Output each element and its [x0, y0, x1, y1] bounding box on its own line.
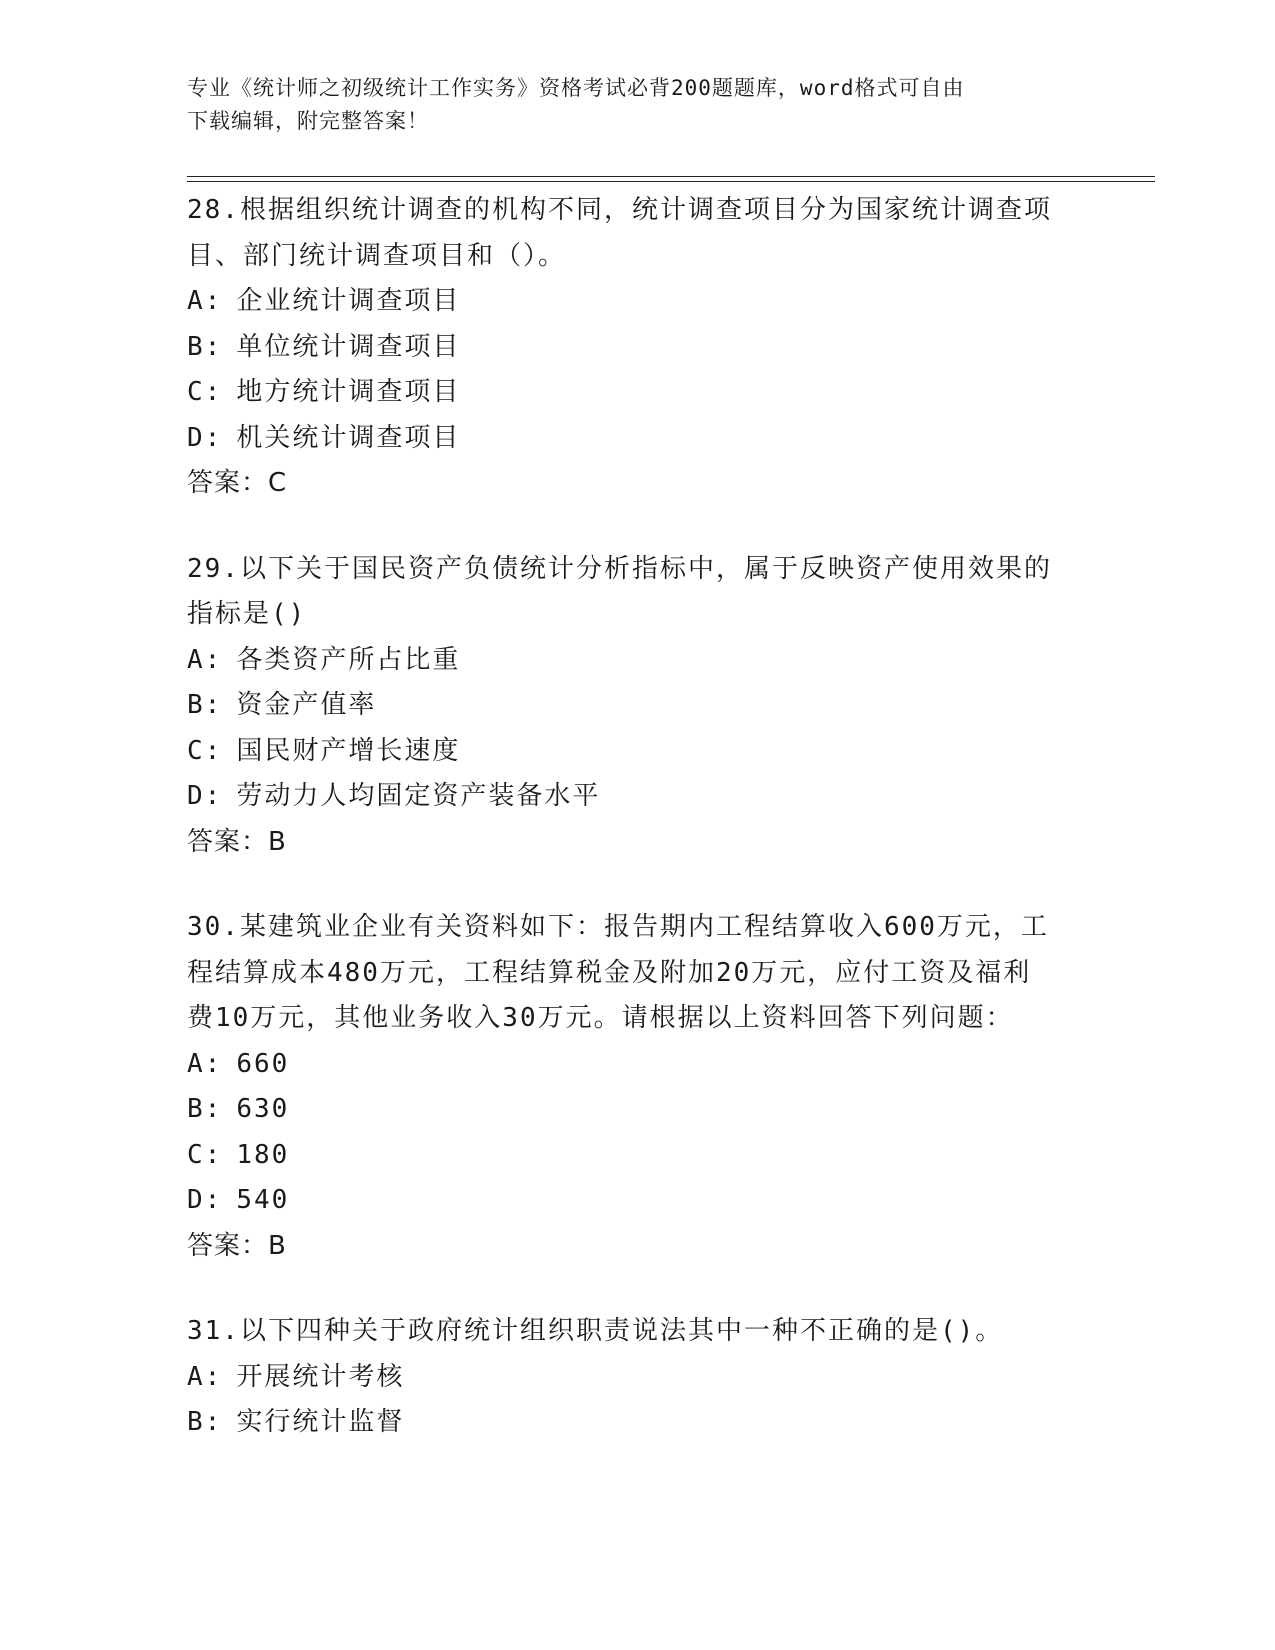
option-c: [187, 370, 1087, 416]
stem-line: 目、部门统计调查项目和（）。: [187, 240, 567, 271]
option-a: [187, 638, 1087, 684]
document-header: [187, 72, 1067, 138]
option-d: [187, 774, 1087, 820]
header-line-1: 专业《统计师之初级统计工作实务》资格考试必背200题题库，word格式可自由: [187, 76, 965, 100]
option-letter: C:: [187, 735, 223, 766]
option-text: 劳动力人均固定资产装备水平: [236, 781, 601, 811]
header-line-2: 下载编辑，附完整答案！: [187, 109, 429, 133]
answer-line: 答案：C: [187, 468, 288, 498]
option-text: 企业统计调查项目: [236, 286, 461, 316]
header-divider-bottom: [187, 181, 1155, 182]
stem-line: 指标是(): [187, 599, 307, 629]
option-letter: B:: [187, 690, 223, 720]
option-b: [187, 683, 1087, 729]
option-text: 180: [236, 1139, 290, 1170]
option-letter: A:: [187, 644, 223, 675]
answer-line: 答案：B: [187, 1230, 287, 1261]
option-b: [187, 1087, 1087, 1133]
answer-line: 答案：B: [187, 826, 287, 857]
question-stem: [187, 188, 1087, 279]
option-text: 国民财产增长速度: [236, 735, 461, 766]
question-28: [187, 188, 1087, 507]
option-text: 单位统计调查项目: [236, 331, 461, 362]
option-b: [187, 325, 1087, 371]
option-d: [187, 416, 1087, 462]
question-31: [187, 1309, 1087, 1446]
option-text: 开展统计考核: [236, 1361, 405, 1392]
option-letter: A:: [187, 1048, 223, 1079]
option-letter: D:: [187, 422, 223, 453]
stem-line: 28.根据组织统计调查的机构不同，统计调查项目分为国家统计调查项: [187, 195, 1052, 225]
question-stem: [187, 905, 1087, 1042]
option-c: [187, 1133, 1087, 1179]
option-a: [187, 1355, 1087, 1401]
question-29: [187, 547, 1087, 866]
option-d: [187, 1178, 1087, 1224]
option-letter: B:: [187, 1407, 223, 1437]
option-text: 实行统计监督: [236, 1407, 405, 1437]
option-text: 资金产值率: [236, 690, 377, 720]
stem-line: 程结算成本480万元，工程结算税金及附加20万元，应付工资及福利: [187, 957, 1032, 988]
option-letter: A:: [187, 1361, 223, 1392]
option-letter: A:: [187, 286, 223, 316]
option-letter: B:: [187, 1094, 223, 1124]
option-letter: D:: [187, 781, 223, 811]
question-stem: [187, 1309, 1087, 1355]
question-list: [187, 188, 1087, 1486]
stem-line: 费10万元，其他业务收入30万元。请根据以上资料回答下列问题：: [187, 1003, 1014, 1033]
stem-line: 31.以下四种关于政府统计组织职责说法其中一种不正确的是()。: [187, 1316, 1004, 1346]
option-letter: B:: [187, 331, 223, 362]
question-30: [187, 905, 1087, 1269]
question-stem: [187, 547, 1087, 638]
option-text: 660: [236, 1048, 290, 1079]
stem-line: 30.某建筑业企业有关资料如下：报告期内工程结算收入600万元，工: [187, 912, 1049, 942]
stem-line: 29.以下关于国民资产负债统计分析指标中，属于反映资产使用效果的: [187, 553, 1052, 584]
option-letter: C:: [187, 377, 223, 407]
option-text: 地方统计调查项目: [236, 377, 461, 407]
option-text: 各类资产所占比重: [236, 644, 461, 675]
option-c: [187, 729, 1087, 775]
option-letter: C:: [187, 1139, 223, 1170]
option-letter: D:: [187, 1185, 223, 1215]
header-divider-top: [187, 176, 1155, 177]
option-text: 630: [236, 1094, 290, 1124]
option-b: [187, 1400, 1087, 1446]
option-text: 机关统计调查项目: [236, 422, 461, 453]
option-a: [187, 279, 1087, 325]
option-a: [187, 1042, 1087, 1088]
option-text: 540: [236, 1185, 290, 1215]
